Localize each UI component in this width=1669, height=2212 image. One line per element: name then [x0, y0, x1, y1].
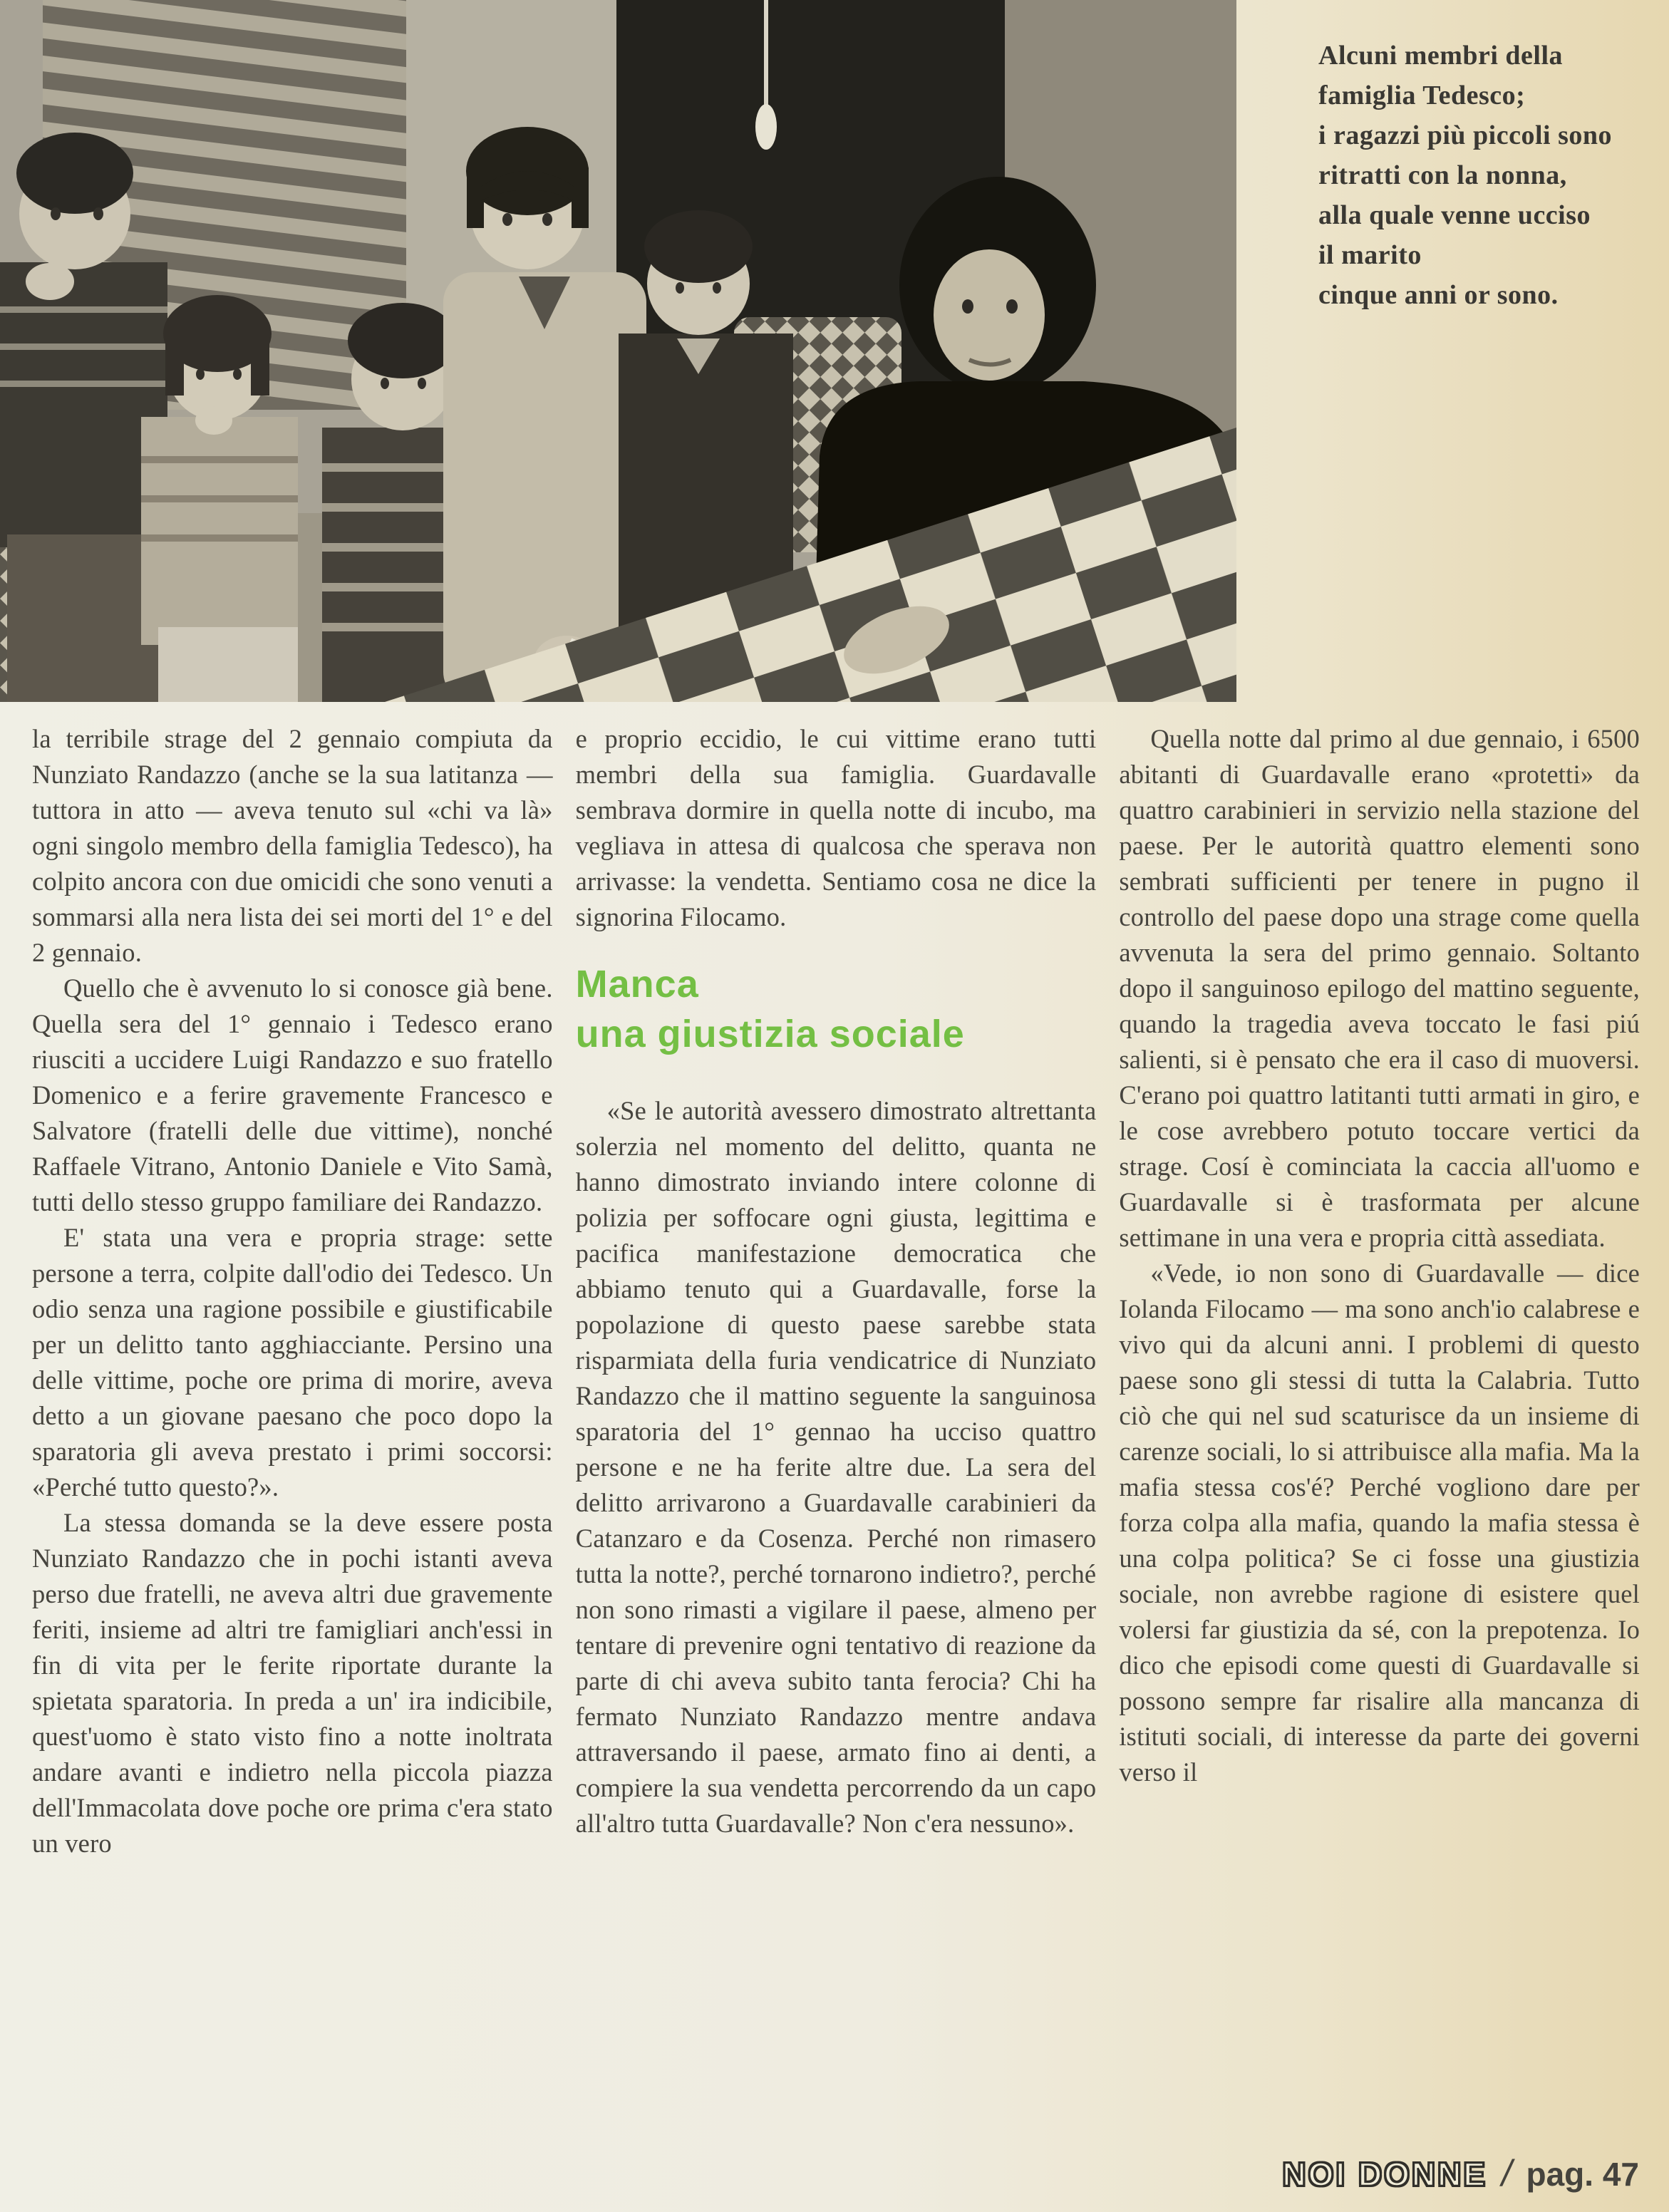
photo-caption	[1318, 36, 1656, 315]
paragraph: «Vede, io non sono di Guardavalle — dice Iolanda Filocamo — ma sono anch'io calabrese e vivo qui da alcuni anni. I problemi di questo paese sono gli stessi di tutta la Calabria. Tutto ciò che qui nel sud scaturisce da un insieme di carenze sociali, lo si attribuisce alla mafia. Ma la mafia stessa cos'é? Perché vogliono dare per forza colpa alla mafia, quando la mafia stessa è una colpa politica? Se ci fosse una giustizia sociale, non avrebbe ragione di esistere quel volersi far giustizia da sé, con la prepotenza. Io dico che episodi come questi di Guardavalle si possono sempre far risalire alla mancanza di istituti sociali, di interesse da parte dei governi verso il	[1119, 1259, 1640, 1787]
section-heading	[576, 959, 1097, 1059]
caption-line: alla quale venne ucciso	[1318, 200, 1591, 230]
caption-line: i ragazzi più piccoli sono	[1318, 120, 1612, 150]
family-photo	[0, 0, 1236, 702]
paragraph: Quello che è avvenuto lo si conosce già bene. Quella sera del 1° gennaio i Tedesco erano riusciti a uccidere Luigi Randazzo e suo fratello Domenico e a ferire gravemente Francesco e Salvatore (fratelli delle due vittime), nonché Raffaele Vitrano, Antonio Daniele e Vito Samà, tutti dello stesso gruppo familiare dei Randazzo.	[32, 973, 553, 1216]
section-heading-line: Manca	[575, 963, 699, 1006]
article-body	[32, 721, 1640, 1861]
light-switch	[755, 104, 777, 150]
column-2	[576, 721, 1097, 1861]
lamp-cord	[764, 0, 768, 108]
paragraph: «Se le autorità avessero dimostrato altrettanta solerzia nel momento del delitto, quanta ne hanno dimostrato inviando intere colonne di polizia per soffocare ogni giusta, legittima e pacifica manifestazione democratica che abbiamo tenuto qui a Guardavalle, forse la popolazione di questo paese sarebbe stata risparmiata della furia vendicatrice di Nunziato Randazzo che il mattino seguente la sanguinosa sparatoria del 1° gennao ha ucciso quattro persone e ne ha ferite altre due. La sera del delitto arrivarono a Guardavalle carabinieri da Catanzaro e da Cosenza. Perché non rimasero tutta la notte?, perché tornarono indietro?, perché non sono rimasti a vigilare il paese, almeno per tentare di prevenire ogni tentativo di reazione da parte di chi aveva subito tanta ferocia? Chi ha fermato Nunziato Randazzo mentre andava attraversando il paese, armato fino ai denti, a compiere la sua vendetta percorrendo da un capo all'altro tutta Guardavalle? Non c'era nessuno».	[575, 1096, 1097, 1838]
column-3	[1119, 721, 1640, 1861]
family-photo-illustration	[0, 0, 1236, 702]
paragraph: e proprio eccidio, le cui vittime erano tutti membri della sua famiglia. Guardavalle sembrava dormire in quella notte di incubo, ma vegliava in attesa di qualcosa che sperava non arrivasse: la vendetta. Sentiamo cosa ne dice la signorina Filocamo.	[575, 724, 1097, 931]
paragraph: E' stata una vera e propria strage: sette persone a terra, colpite dall'odio dei Tedesco. Un odio senza una ragione possibile e giustificabile per un delitto tanto agghiacciante. Persino una delle vittime, poche ore prima di morire, aveva detto a un giovane paesano che poco dopo la sparatoria gli aveva prestato i primi soccorsi: «Perché tutto questo?».	[32, 1223, 553, 1502]
paragraph: La stessa domanda se la deve essere posta Nunziato Randazzo che in pochi istanti aveva perso due fratelli, ne aveva altri due gravemente feriti, insieme ad altri tre famigliari anch'essi in fin di vita per le ferite riportate durante la spietata sparatoria. In preda a un' ira indicibile, quest'uomo è stato visto fino a notte inoltrata andare avanti e indietro nella piccola piazza dell'Immacolata dove poche ore prima c'era stato un vero	[32, 1508, 553, 1858]
section-heading-line: una giustizia sociale	[575, 1013, 965, 1055]
paragraph: Quella notte dal primo al due gennaio, i 6500 abitanti di Guardavalle erano «protetti» da quattro carabinieri in servizio nella stazione del paese. Per le autorità quattro elementi sono sembrati sufficienti per tenere in pugno il controllo del paese dopo una strage come quella avvenuta la sera del primo gennaio. Soltanto dopo il sanguinoso epilogo del mattino seguente, quando la tragedia aveva toccato le fasi piú salienti, si è pensato che era il caso di muoversi. C'erano poi quattro latitanti tutti armati in giro, e le cose avrebbero potuto toccare vertici da strage. Cosí è cominciata la caccia all'uomo e Guardavalle si è trasformata per alcune settimane in una vera e propria città assediata.	[1119, 724, 1640, 1252]
page-number: pag. 47	[1526, 2156, 1639, 2193]
caption-line: il marito	[1318, 240, 1422, 270]
caption-line: ritratti con la nonna,	[1318, 160, 1567, 190]
paragraph: la terribile strage del 2 gennaio compiuta da Nunziato Randazzo (anche se la sua latitanza — tuttora in atto — aveva tenuto sul «chi va là» ogni singolo membro della famiglia Tedesco), ha colpito ancora con due omicidi che sono venuti a sommarsi alla nera lista dei sei morti del 1° e del 2 gennaio.	[32, 724, 553, 967]
caption-line: Alcuni membri della	[1318, 41, 1564, 71]
caption-line: cinque anni or sono.	[1318, 280, 1559, 310]
footer-separator: /	[1502, 2153, 1512, 2194]
page-footer	[1282, 2152, 1639, 2195]
caption-line: famiglia Tedesco;	[1318, 81, 1526, 110]
column-1	[32, 721, 553, 1861]
magazine-logo: NOI DONNE	[1282, 2156, 1488, 2193]
